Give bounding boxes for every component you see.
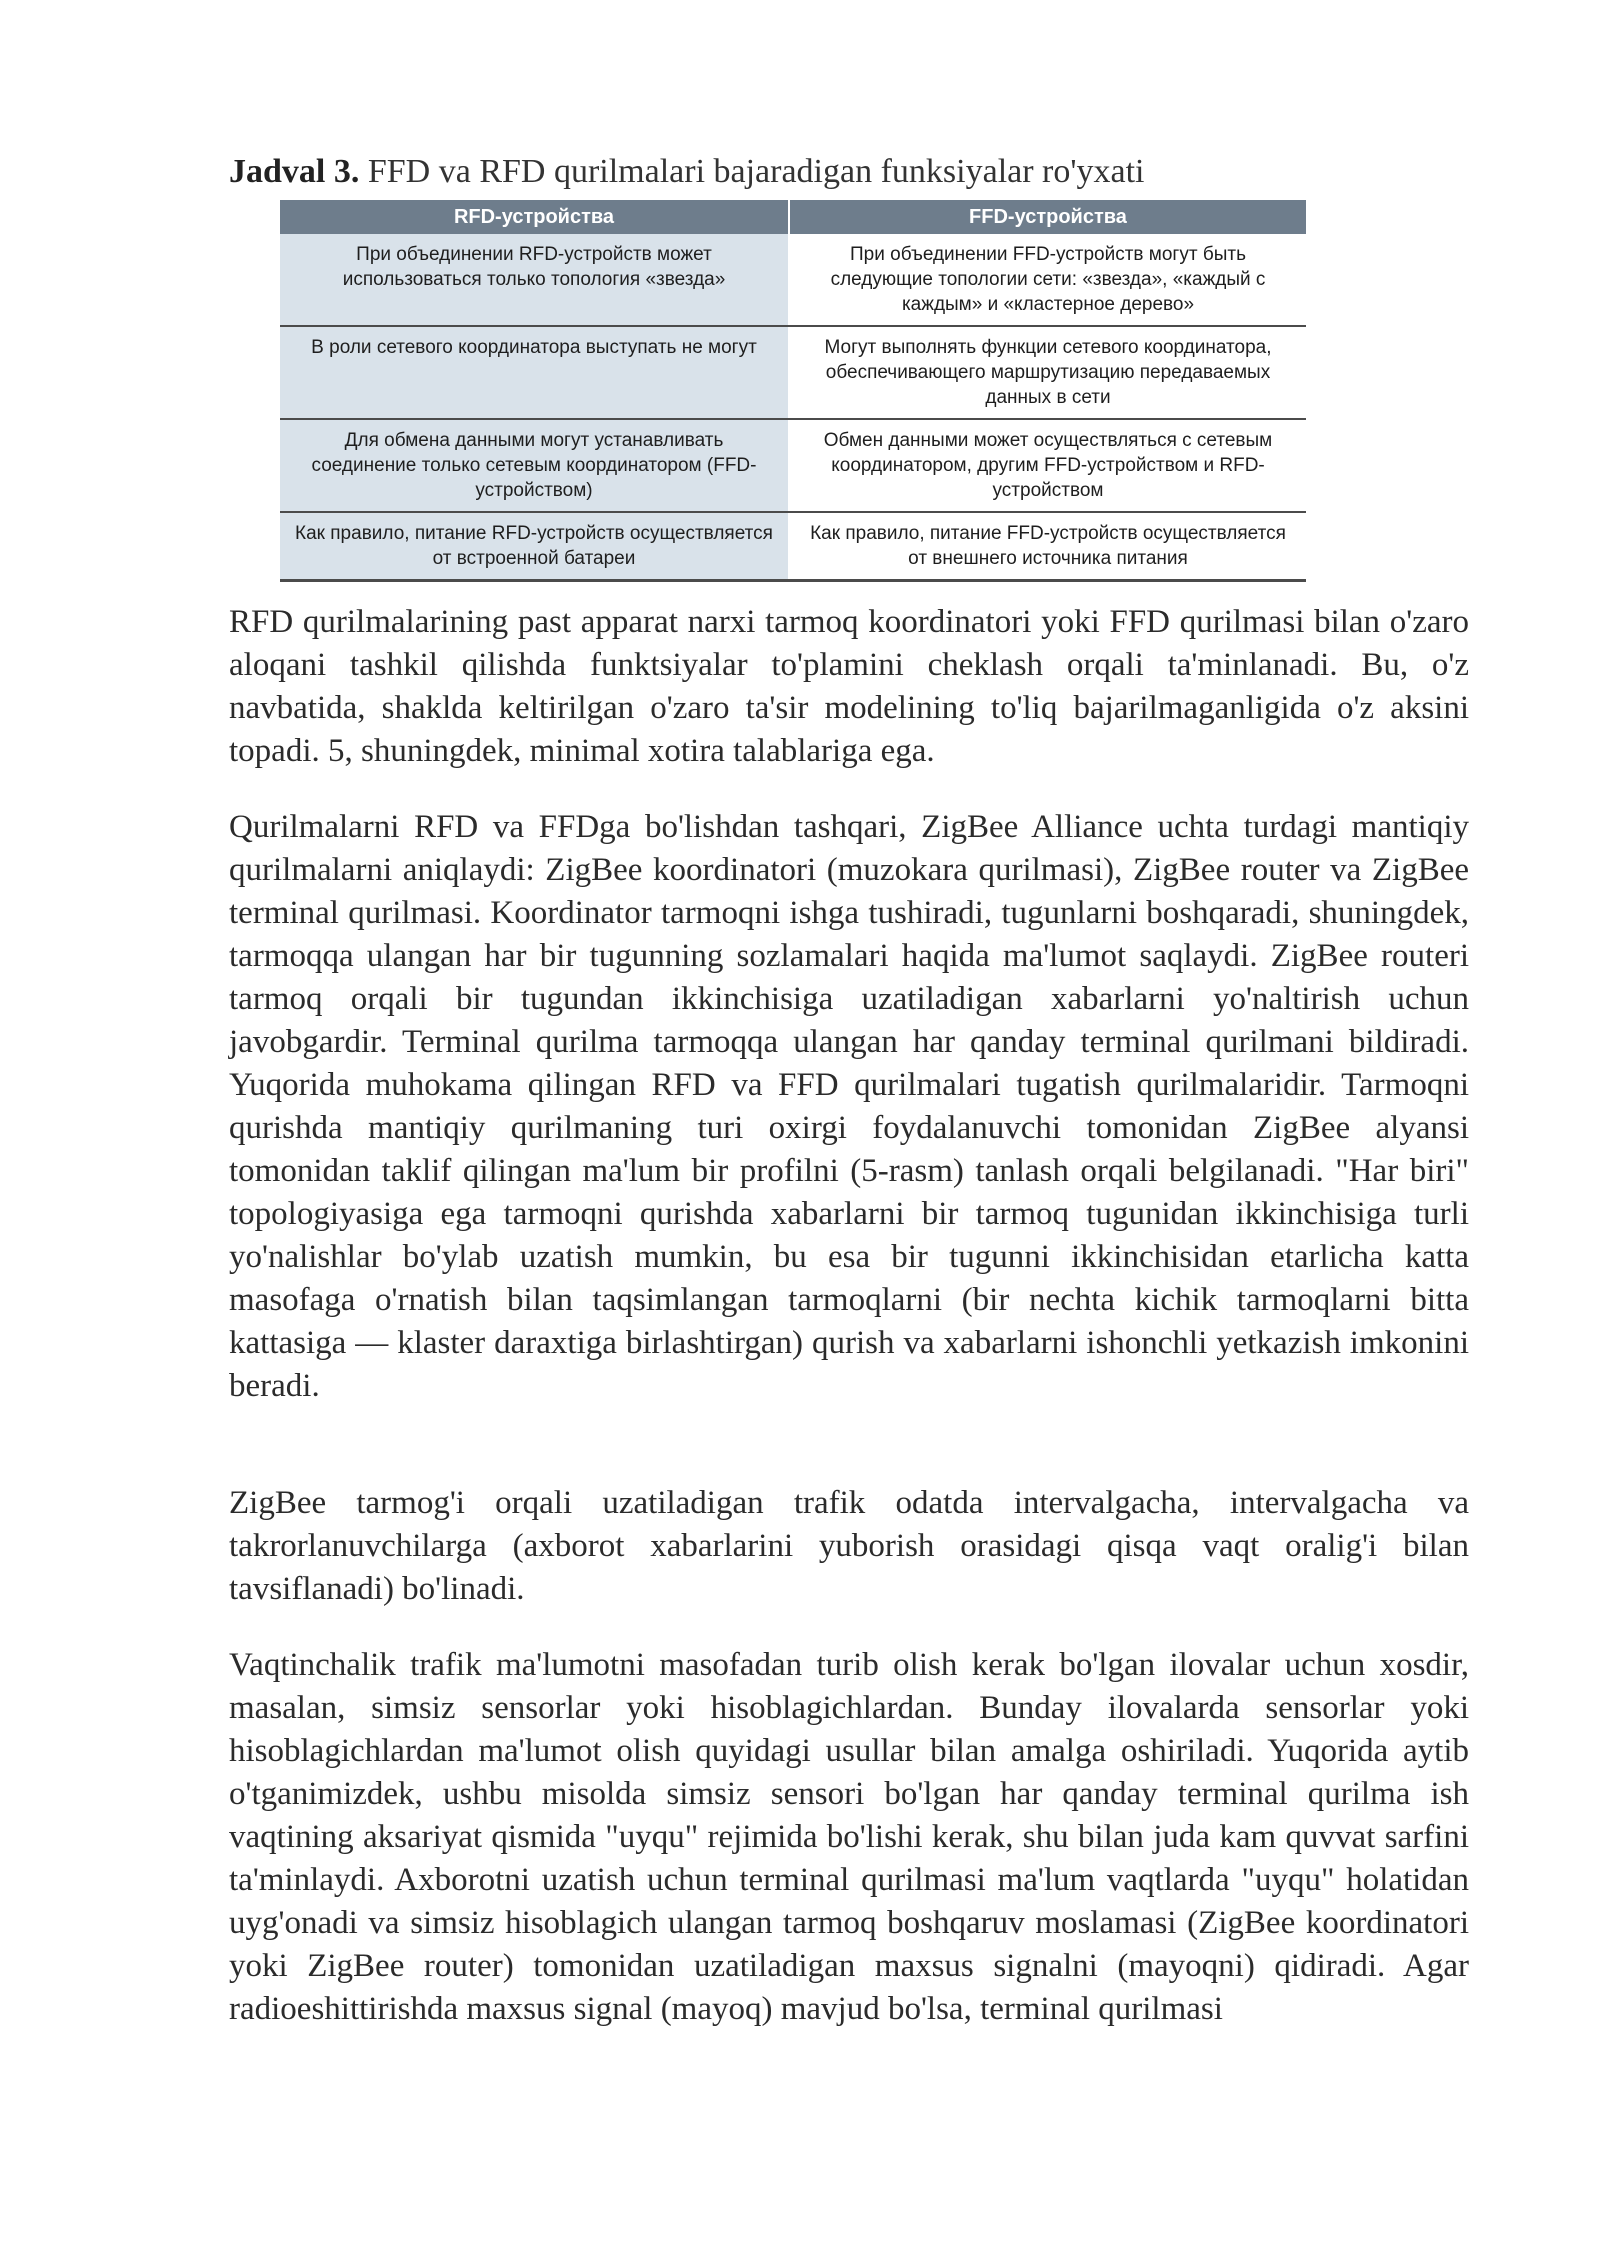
table-cell-rfd: Как правило, питание RFD-устройств осуществляется от встроенной батареи bbox=[280, 512, 789, 581]
table-row bbox=[280, 419, 1306, 512]
table-cell-ffd: Как правило, питание FFD-устройств осуществляется от внешнего источника питания bbox=[789, 512, 1306, 581]
table-caption bbox=[229, 150, 1329, 194]
table-cell-ffd: Обмен данными может осуществляться с сетевым координатором, другим FFD-устройством и RFD-устройством bbox=[789, 419, 1306, 512]
table-cell-rfd: Для обмена данными могут устанавливать соединение только сетевым координатором (FFD-устройством) bbox=[280, 419, 789, 512]
table-header-row bbox=[280, 200, 1306, 234]
table-cell-rfd: В роли сетевого координатора выступать не могут bbox=[280, 326, 789, 419]
table-row bbox=[280, 326, 1306, 419]
body-paragraph: Vaqtinchalik trafik ma'lumotni masofadan turib olish kerak bo'lgan ilovalar uchun xosdir, masalan, simsiz sensorlar yoki hisoblagichlardan. Bunday ilovalarda sensorlar yoki hisoblagichlardan ma'lumot olish quyidagi usullar bilan amalga oshiriladi. Yuqorida aytib o'tganimizdek, ushbu misolda simsiz sensori bo'lgan har qanday terminal qurilma ish vaqtining aksariyat qismida "uyqu" rejimida bo'lishi kerak, shu bilan juda kam quvvat sarfini ta'minlaydi. Axborotni uzatish uchun terminal qurilmasi ma'lum vaqtlarda "uyqu" holatidan uyg'onadi va simsiz hisoblagich ulangan tarmoq boshqaruv moslamasi (ZigBee koordinatori yoki ZigBee router) tomonidan uzatiladigan maxsus signalni (mayoqni) qidiradi. Agar radioeshittirishda maxsus signal (mayoq) mavjud bo'lsa, terminal qurilmasi bbox=[229, 1647, 1469, 2027]
header-rfd: RFD-устройства bbox=[280, 200, 789, 234]
body-paragraph: Qurilmalarni RFD va FFDga bo'lishdan tashqari, ZigBee Alliance uchta turdagi mantiqiy qurilmalarni aniqlaydi: ZigBee koordinatori (muzokara qurilmasi), ZigBee router va ZigBee terminal qurilmasi. Koordinator tarmoqni ishga tushiradi, tugunlarni boshqaradi, shuningdek, tarmoqqa ulangan har bir tugunning sozlamalari haqida ma'lumot saqlaydi. ZigBee routeri tarmoq orqali bir tugundan ikkinchisiga uzatiladigan xabarlarni yo'naltirish uchun javobgardir. Terminal qurilma tarmoqqa ulangan har qanday terminal qurilmani bildiradi. Yuqorida muhokama qilingan RFD va FFD qurilmalari tugatish qurilmalaridir. Tarmoqni qurishda mantiqiy qurilmaning turi oxirgi foydalanuvchi tomonidan ZigBee alyansi tomonidan taklif qilingan ma'lum bir profilni (5-rasm) tanlash orqali belgilanadi. "Har biri" topologiyasiga ega tarmoqni qurishda xabarlarni bir tarmoq tugunidan ikkinchisiga turli yo'nalishlar bo'ylab uzatish mumkin, bu esa bir tugunni ikkinchisidan etarlicha katta masofaga o'rnatish bilan taqsimlangan tarmoqlarni (bir nechta kichik tarmoqlarni bitta kattasiga — klaster daraxtiga birlashtirgan) qurish va xabarlarni ishonchli yetkazish imkonini beradi. bbox=[229, 809, 1469, 1404]
table-row bbox=[280, 512, 1306, 581]
header-ffd: FFD-устройства bbox=[789, 200, 1306, 234]
table-cell-ffd: Могут выполнять функции сетевого координатора, обеспечивающего маршрутизацию передаваемых данных в сети bbox=[789, 326, 1306, 419]
table-caption-text: FFD va RFD qurilmalari bajaradigan funksiyalar ro'yxati bbox=[359, 153, 1145, 190]
table-caption-label: Jadval 3. bbox=[229, 153, 360, 190]
table-cell-ffd: При объединении FFD-устройств могут быть следующие топологии сети: «звезда», «каждый с каждым» и «кластерное дерево» bbox=[789, 234, 1306, 326]
body-paragraph: ZigBee tarmog'i orqali uzatiladigan trafik odatda intervalgacha, intervalgacha va takrorlanuvchilarga (axborot xabarlarini yuborish orasidagi qisqa vaqt oralig'i bilan tavsiflanadi) bo'linadi. bbox=[229, 1485, 1469, 1607]
rfd-ffd-table bbox=[280, 200, 1306, 582]
table-cell-rfd: При объединении RFD-устройств может использоваться только топология «звезда» bbox=[280, 234, 789, 326]
table-row bbox=[280, 234, 1306, 326]
body-paragraph: RFD qurilmalarining past apparat narxi tarmoq koordinatori yoki FFD qurilmasi bilan o'zaro aloqani tashkil qilishda funktsiyalar to'plamini cheklash orqali ta'minlanadi. Bu, o'z navbatida, shaklda keltirilgan o'zaro ta'sir modelining to'liq bajarilmaganligida o'z aksini topadi. 5, shuningdek, minimal xotira talablariga ega. bbox=[229, 604, 1469, 769]
